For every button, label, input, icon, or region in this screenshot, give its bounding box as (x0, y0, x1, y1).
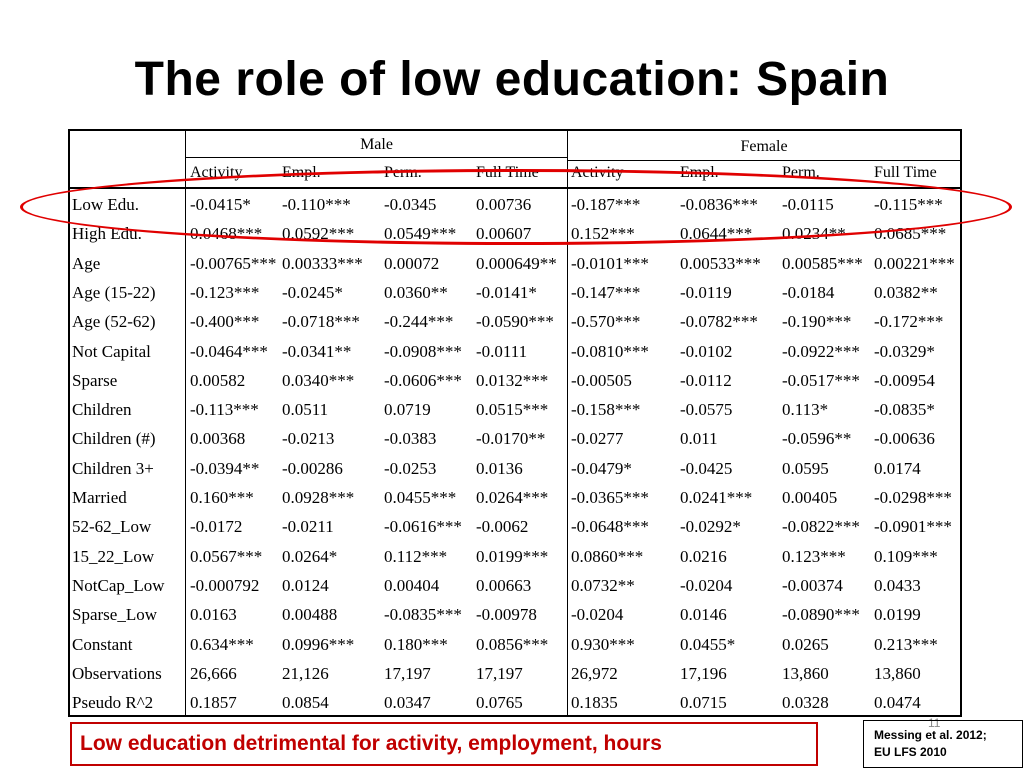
table-cell: 0.0455* (680, 634, 736, 654)
table-cell: 0.152*** (571, 224, 635, 244)
table-cell: 0.00607 (476, 224, 532, 244)
column-header: Full Time (874, 164, 937, 181)
table-cell: 0.011 (680, 429, 718, 449)
table-cell: 0.0468*** (190, 224, 263, 244)
table-cell: 21,126 (282, 663, 329, 683)
table-cell: 0.112*** (384, 546, 448, 566)
table-row (70, 395, 960, 424)
table-cell: -0.0575 (680, 400, 733, 420)
row-label: NotCap_Low (72, 575, 165, 595)
header-rule (70, 187, 960, 189)
row-label: Low Edu. (72, 195, 140, 214)
table-cell: 0.0719 (384, 400, 431, 420)
row-label: Observations (72, 663, 162, 683)
table-cell: -0.0479* (571, 458, 632, 478)
table-cell: 0.0567*** (190, 546, 263, 566)
table-cell: -0.0606*** (384, 370, 462, 390)
table-cell: 0.0549*** (384, 224, 457, 244)
table-cell: -0.123*** (190, 282, 260, 302)
table-cell: 0.0474 (874, 693, 921, 713)
table-cell: -0.115*** (874, 195, 943, 214)
table-cell: -0.0119 (680, 282, 732, 302)
table-row (70, 630, 960, 659)
table-cell: -0.00765*** (190, 253, 277, 273)
table-cell: 0.00072 (384, 253, 440, 273)
table-cell: 0.0685*** (874, 224, 947, 244)
table-cell: -0.0835* (874, 400, 935, 420)
table-cell: 0.00533*** (680, 253, 761, 273)
page-number: 11 (928, 716, 941, 730)
table-row (70, 483, 960, 512)
table-cell: -0.0415* (190, 195, 251, 214)
table-cell: -0.0141* (476, 282, 537, 302)
row-label: Sparse (72, 370, 118, 390)
table-cell: 0.0163 (190, 605, 237, 625)
group-header-rule (186, 157, 567, 158)
row-label: 15_22_Low (72, 546, 155, 566)
row-label: Children (72, 400, 132, 420)
table-cell: -0.0213 (282, 429, 335, 449)
table-cell: 0.0996*** (282, 634, 355, 654)
table-cell: 0.0592*** (282, 224, 355, 244)
table-cell: -0.244*** (384, 312, 454, 332)
row-label: Children 3+ (72, 458, 154, 478)
table-cell: 0.00405 (782, 488, 838, 507)
table-cell: -0.113*** (190, 400, 259, 420)
table-cell: 0.0124 (282, 575, 329, 595)
table-cell: 17,196 (680, 663, 727, 683)
row-label: Married (72, 488, 127, 507)
table-cell: 0.0174 (874, 458, 921, 478)
table-cell: 0.0199 (874, 605, 921, 625)
table-cell: 0.0340*** (282, 370, 355, 390)
column-header: Perm. (384, 164, 422, 181)
table-cell: -0.0292* (680, 517, 741, 537)
table-cell: 0.0360** (384, 282, 448, 302)
table-cell: -0.00286 (282, 458, 343, 478)
table-cell: 0.000649** (476, 253, 557, 273)
column-header: Full Time (476, 164, 539, 181)
table-cell: -0.0596** (782, 429, 852, 449)
table-cell: 0.930*** (571, 634, 635, 654)
table-cell: 0.0216 (680, 546, 727, 566)
table-cell: 0.0241*** (680, 488, 753, 507)
table-cell: 0.0765 (476, 693, 523, 713)
table-cell: 0.0715 (680, 693, 727, 713)
table-cell: -0.0245* (282, 282, 343, 302)
table-cell: -0.0204 (571, 605, 624, 625)
table-cell: 0.0234** (782, 224, 846, 244)
table-cell: -0.0922*** (782, 341, 860, 361)
table-cell: 0.00333*** (282, 253, 363, 273)
table-cell: -0.0383 (384, 429, 437, 449)
table-cell: 17,197 (476, 663, 523, 683)
table-cell: -0.0204 (680, 575, 733, 595)
table-cell: 0.00488 (282, 605, 338, 625)
table-cell: 0.0265 (782, 634, 829, 654)
table-cell: -0.158*** (571, 400, 641, 420)
table-cell: -0.0782*** (680, 312, 758, 332)
table-cell: -0.0111 (476, 341, 528, 361)
column-header: Empl. (282, 164, 321, 181)
table-cell: 0.1835 (571, 693, 618, 713)
table-cell: 0.0595 (782, 458, 829, 478)
column-header: Empl. (680, 164, 719, 181)
table-cell: -0.110*** (282, 195, 351, 214)
table-cell: -0.00978 (476, 605, 537, 625)
table-row (70, 542, 960, 571)
table-cell: -0.0890*** (782, 605, 860, 625)
table-cell: -0.0835*** (384, 605, 462, 625)
row-label: Not Capital (72, 341, 151, 361)
group-header-male: Male (360, 136, 393, 153)
table-row (70, 278, 960, 307)
table-cell: 0.00582 (190, 370, 246, 390)
table-cell: -0.190*** (782, 312, 852, 332)
table-cell: 0.0644*** (680, 224, 753, 244)
table-cell: -0.0170** (476, 429, 546, 449)
table-cell: -0.0253 (384, 458, 437, 478)
row-label: Pseudo R^2 (72, 693, 154, 713)
table-cell: -0.0908*** (384, 341, 462, 361)
table-cell: 0.0511 (282, 400, 329, 420)
table-cell: 0.0860*** (571, 546, 644, 566)
table-cell: -0.187*** (571, 195, 641, 214)
table-cell: -0.0298*** (874, 488, 952, 507)
table-cell: 0.0433 (874, 575, 921, 595)
group-header-rule-female (568, 160, 960, 161)
callout-text: Low education detrimental for activity, employment, hours (80, 732, 662, 755)
table-cell: 0.160*** (190, 488, 254, 507)
table-cell: 0.0264*** (476, 488, 549, 507)
table-cell: -0.0329* (874, 341, 935, 361)
table-cell: -0.0062 (476, 517, 529, 537)
table-cell: -0.0590*** (476, 312, 554, 332)
table-cell: 0.180*** (384, 634, 448, 654)
row-label: 52-62_Low (72, 517, 152, 537)
table-row (70, 659, 960, 688)
row-label: Constant (72, 634, 133, 654)
table-cell: -0.0394** (190, 458, 260, 478)
table-cell: 17,197 (384, 663, 431, 683)
table-cell: 0.0382** (874, 282, 938, 302)
table-cell: -0.00374 (782, 575, 843, 595)
table-row (70, 219, 960, 248)
table-cell: 0.00404 (384, 575, 440, 595)
table-row (70, 454, 960, 483)
table-cell: -0.400*** (190, 312, 260, 332)
table-cell: 0.0264* (282, 546, 338, 566)
row-label: Age (52-62) (72, 312, 156, 332)
table-cell: -0.570*** (571, 312, 641, 332)
table-cell: 0.0455*** (384, 488, 457, 507)
table-cell: -0.0211 (282, 517, 334, 537)
table-cell: 0.00368 (190, 429, 246, 449)
table-cell: -0.0425 (680, 458, 733, 478)
table-cell: 0.00221*** (874, 253, 955, 273)
table-cell: -0.0836*** (680, 195, 758, 214)
table-cell: 0.634*** (190, 634, 254, 654)
table-cell: -0.0718*** (282, 312, 360, 332)
column-header: Activity (571, 164, 624, 181)
callout-box (70, 722, 818, 766)
table-cell: 0.1857 (190, 693, 237, 713)
table-cell: 0.0132*** (476, 370, 549, 390)
table-cell: -0.147*** (571, 282, 641, 302)
table-cell: -0.0184 (782, 282, 835, 302)
table-cell: 0.0146 (680, 605, 727, 625)
table-cell: -0.0341** (282, 341, 352, 361)
table-cell: -0.0810*** (571, 341, 649, 361)
table-cell: -0.0115 (782, 195, 834, 214)
source-box (863, 720, 1023, 768)
table-cell: 0.0347 (384, 693, 431, 713)
table-cell: -0.0365*** (571, 488, 649, 507)
row-label: Age (15-22) (72, 282, 156, 302)
table-cell: 0.0732** (571, 575, 635, 595)
table-cell: -0.0822*** (782, 517, 860, 537)
table-row (70, 571, 960, 600)
table-cell: 0.109*** (874, 546, 938, 566)
row-label: Children (#) (72, 429, 156, 449)
table-cell: -0.00505 (571, 370, 632, 390)
table-cell: 13,860 (782, 663, 829, 683)
table-cell: 0.00585*** (782, 253, 863, 273)
table-cell: -0.0101*** (571, 253, 649, 273)
table-cell: -0.00636 (874, 429, 935, 449)
table-cell: 26,666 (190, 663, 237, 683)
table-cell: 0.113* (782, 400, 829, 420)
table-cell: 0.0199*** (476, 546, 549, 566)
table-cell: 26,972 (571, 663, 618, 683)
slide-title: The role of low education: Spain (134, 53, 890, 106)
source-line-2: EU LFS 2010 (874, 745, 947, 759)
table-row (70, 337, 960, 366)
table-cell: -0.0901*** (874, 517, 952, 537)
row-label: Sparse_Low (72, 605, 157, 625)
table-cell: 0.0136 (476, 458, 523, 478)
column-header: Perm. (782, 164, 820, 181)
table-row (70, 366, 960, 395)
table-row (70, 190, 960, 219)
table-cell: -0.00954 (874, 370, 935, 390)
table-cell: -0.0172 (190, 517, 243, 537)
table-row (70, 688, 960, 717)
table-row (70, 424, 960, 453)
column-header: Activity (190, 164, 243, 181)
table-cell: 0.0928*** (282, 488, 355, 507)
table-cell: -0.0616*** (384, 517, 462, 537)
table-cell: -0.0112 (680, 370, 732, 390)
table-cell: -0.172*** (874, 312, 944, 332)
table-cell: 13,860 (874, 663, 921, 683)
table-cell: 0.123*** (782, 546, 846, 566)
table-cell: 0.213*** (874, 634, 938, 654)
table-cell: -0.0102 (680, 341, 733, 361)
table-cell: -0.0517*** (782, 370, 860, 390)
group-header-female: Female (740, 138, 788, 155)
table-cell: -0.000792 (190, 575, 260, 595)
row-label: High Edu. (72, 224, 142, 244)
table-cell: 0.0328 (782, 693, 829, 713)
table-cell: -0.0345 (384, 195, 437, 214)
table-row (70, 249, 960, 278)
table-row (70, 600, 960, 629)
table-cell: 0.0856*** (476, 634, 549, 654)
source-line-1: Messing et al. 2012; (874, 728, 987, 742)
table-row (70, 307, 960, 336)
table-cell: -0.0464*** (190, 341, 268, 361)
table-cell: 0.00736 (476, 195, 532, 214)
table-cell: -0.0277 (571, 429, 624, 449)
table-cell: 0.00663 (476, 575, 532, 595)
table-cell: 0.0854 (282, 693, 329, 713)
row-label: Age (72, 253, 101, 273)
table-cell: -0.0648*** (571, 517, 649, 537)
table-cell: 0.0515*** (476, 400, 549, 420)
table-row (70, 512, 960, 541)
